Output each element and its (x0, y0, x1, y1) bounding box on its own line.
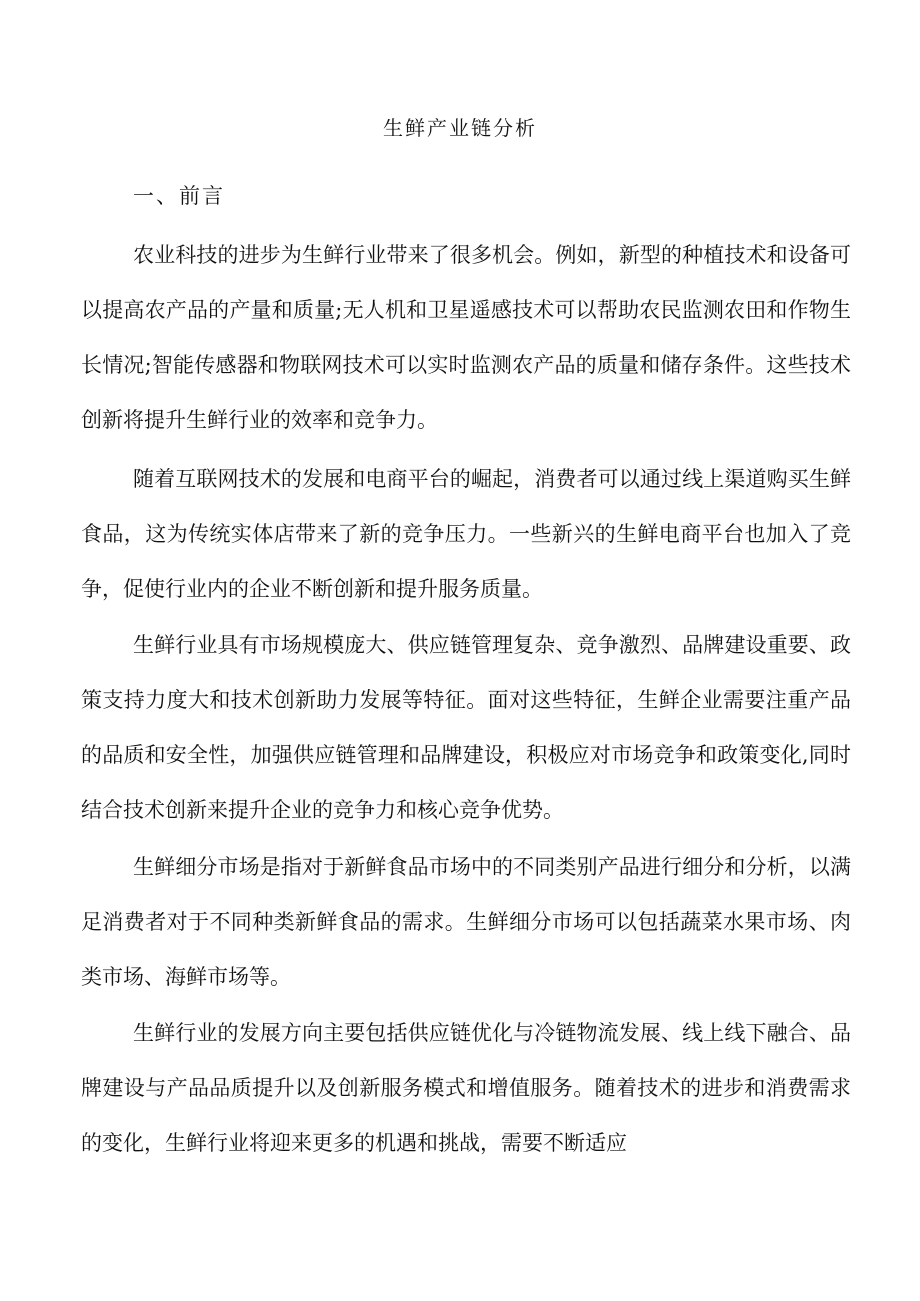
paragraph-ecommerce: 随着互联网技术的发展和电商平台的崛起，消费者可以通过线上渠道购买生鲜食品，这为传统实体店带来了新的竞争压力。一些新兴的生鲜电商平台也加入了竞争，促使行业内的企业不断创新和提升服务质量。 (81, 467, 851, 601)
paragraph-market-segments: 生鲜细分市场是指对于新鲜食品市场中的不同类别产品进行细分和分析，以满足消费者对于不同种类新鲜食品的需求。生鲜细分市场可以包括蔬菜水果市场、肉类市场、海鲜市场等。 (81, 855, 851, 989)
section-heading-preface: 一、前言 (133, 184, 225, 208)
paragraph-industry-features: 生鲜行业具有市场规模庞大、供应链管理复杂、竞争激烈、品牌建设重要、政策支持力度大和技术创新助力发展等特征。面对这些特征，生鲜企业需要注重产品的品质和安全性，加强供应链管理和品牌建设，积极应对市场竞争和政策变化,同时结合技术创新来提升企业的竞争力和核心竞争优势。 (81, 633, 851, 822)
document-title: 生鲜产业链分析 (383, 116, 537, 140)
paragraph-agri-tech: 农业科技的进步为生鲜行业带来了很多机会。例如，新型的种植技术和设备可以提高农产品的产量和质量;无人机和卫星遥感技术可以帮助农民监测农田和作物生长情况;智能传感器和物联网技术可以实时监测农产品的质量和储存条件。这些技术创新将提升生鲜行业的效率和竞争力。 (81, 243, 851, 432)
paragraph-development-direction: 生鲜行业的发展方向主要包括供应链优化与冷链物流发展、线上线下融合、品牌建设与产品品质提升以及创新服务模式和增值服务。随着技术的进步和消费需求的变化，生鲜行业将迎来更多的机遇和挑战，需要不断适应 (81, 1021, 851, 1155)
